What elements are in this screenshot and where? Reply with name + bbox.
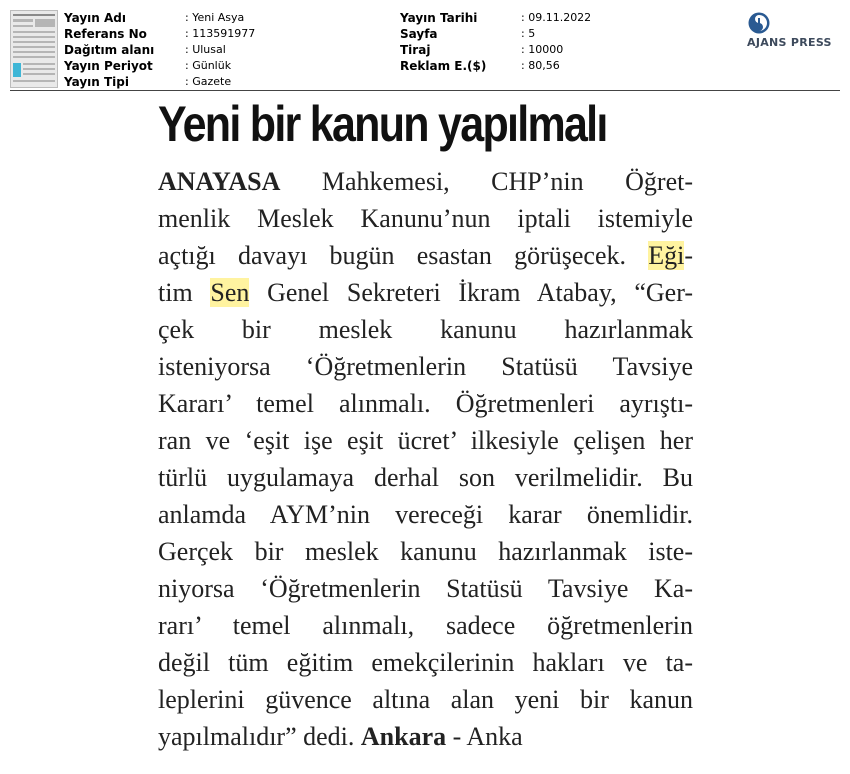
field-value: : 113591977 — [185, 27, 256, 40]
ajans-press-logo — [738, 10, 848, 50]
article-line — [158, 533, 693, 570]
highlighted-keyword: Sen — [210, 278, 250, 307]
bold-text: Ankara — [360, 722, 447, 751]
field-label: Yayın Periyot — [64, 59, 153, 73]
field-row — [400, 26, 591, 42]
article-line — [158, 422, 693, 459]
field-label: Dağıtım alanı — [64, 43, 155, 57]
article-line — [158, 681, 693, 718]
text-segment: yapılmalıdır” dedi. — [158, 722, 361, 751]
text-segment: ran ve ‘eşit işe eşit ücret’ ilkesiyle çelişen her — [158, 426, 693, 455]
logo-text: AJANS PRESS — [747, 36, 832, 49]
field-row — [64, 42, 255, 58]
article-line — [158, 718, 693, 755]
field-label: Yayın Adı — [64, 11, 126, 25]
field-label: Reklam E.($) — [400, 59, 487, 73]
field-row — [400, 10, 591, 26]
text-segment: Mahkemesi, CHP’nin Öğret- — [280, 167, 693, 196]
text-segment: açtığı davayı bugün esastan görüşecek. — [158, 241, 649, 270]
header-divider — [10, 90, 840, 91]
field-row — [64, 58, 255, 74]
field-row — [64, 74, 255, 90]
article-line — [158, 237, 693, 274]
text-segment: rarı’ temel alınmalı, sadece öğretmenlerin — [158, 611, 693, 640]
publication-info-left — [64, 10, 255, 90]
article-line — [158, 459, 693, 496]
field-row — [400, 42, 591, 58]
field-value: : 5 — [521, 27, 536, 40]
text-segment: niyorsa ‘Öğretmenlerin Statüsü Tavsiye Ka- — [158, 574, 693, 603]
article-line — [158, 274, 693, 311]
article-line — [158, 496, 693, 533]
article-body — [158, 163, 693, 755]
article-line — [158, 348, 693, 385]
publication-info-right — [400, 10, 591, 74]
field-label: Referans No — [64, 27, 147, 41]
text-segment: türlü uygulamaya derhal son verilmelidir. Bu — [158, 463, 693, 492]
text-segment: Gerçek bir meslek kanunu hazırlanmak iste- — [158, 537, 693, 566]
article-line — [158, 570, 693, 607]
field-value: : 09.11.2022 — [521, 11, 592, 24]
article-headline: Yeni bir kanun yapılmalı — [158, 96, 607, 152]
field-value: : 80,56 — [521, 59, 560, 72]
article-line — [158, 200, 693, 237]
field-value: : Yeni Asya — [185, 11, 245, 24]
article-line — [158, 385, 693, 422]
text-segment: menlik Meslek Kanunu’nun iptali istemiyle — [158, 204, 693, 233]
field-row — [64, 26, 255, 42]
field-label: Yayın Tipi — [64, 75, 129, 89]
field-label: Yayın Tarihi — [400, 11, 478, 25]
text-segment: - Anka — [446, 722, 523, 751]
text-segment: anlamda AYM’nin vereceği karar önemlidir. — [158, 500, 693, 529]
text-segment: değil tüm eğitim emekçilerinin hakları ve ta- — [158, 648, 693, 677]
field-row — [400, 58, 591, 74]
text-segment: leplerini güvence altına alan yeni bir kanun — [158, 685, 693, 714]
highlighted-keyword: Eği — [648, 241, 685, 270]
bold-text: ANAYASA — [158, 167, 281, 196]
article-line — [158, 163, 693, 200]
field-value: : Ulusal — [185, 43, 226, 56]
text-segment: - — [684, 241, 693, 270]
field-label: Sayfa — [400, 27, 438, 41]
field-value: : Günlük — [185, 59, 232, 72]
text-segment: Kararı’ temel alınmalı. Öğretmenleri ayrıştı- — [158, 389, 693, 418]
article-line — [158, 607, 693, 644]
ajans-press-logo-icon — [748, 12, 770, 34]
text-segment: tim — [158, 278, 211, 307]
field-label: Tiraj — [400, 43, 431, 57]
field-value: : Gazete — [185, 75, 232, 88]
text-segment: Genel Sekreteri İkram Atabay, “Ger- — [249, 278, 693, 307]
text-segment: çek bir meslek kanunu hazırlanmak — [158, 315, 693, 344]
newspaper-page-thumbnail — [10, 10, 58, 88]
article-line — [158, 644, 693, 681]
article-line — [158, 311, 693, 348]
field-value: : 10000 — [521, 43, 564, 56]
text-segment: isteniyorsa ‘Öğretmenlerin Statüsü Tavsiye — [158, 352, 693, 381]
field-row — [64, 10, 255, 26]
